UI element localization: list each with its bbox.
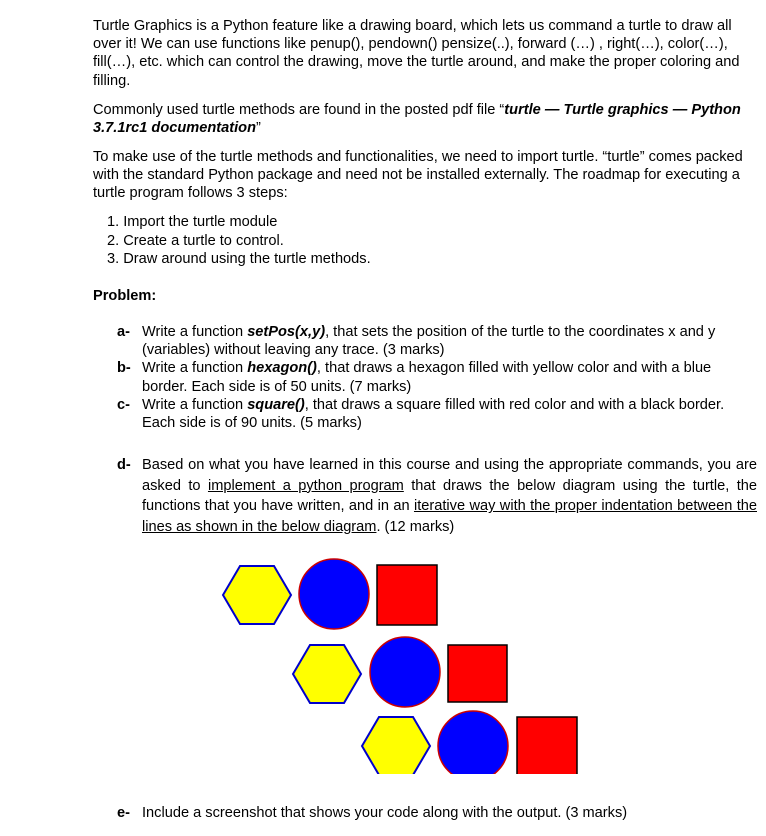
import-paragraph: To make use of the turtle methods and functionalities, we need to import turtle. “turtle” comes packed with the standard Python package and need not be installed externally. The roadmap for executing a turtle program follows 3 steps: bbox=[93, 149, 743, 202]
step-item: 3. Draw around using the turtle methods. bbox=[107, 251, 371, 267]
circle-shape bbox=[370, 637, 440, 707]
question-c bbox=[117, 396, 757, 432]
question-text: . (12 marks) bbox=[376, 518, 455, 535]
doc-ref-post: ” bbox=[256, 120, 261, 137]
question-letter: a- bbox=[117, 324, 130, 340]
underlined-text: iterative way with the proper indentation between the lines as shown in the below diagram bbox=[142, 498, 757, 535]
hexagon-shape bbox=[362, 717, 430, 774]
question-text: that draws the below diagram using the turtle, the functions that you have written, and in an bbox=[142, 477, 757, 515]
question-text: Write a function bbox=[142, 396, 248, 413]
doc-ref-title: turtle — Turtle graphics — Python 3.7.1rc1 documentation bbox=[93, 102, 741, 137]
square-shape bbox=[377, 565, 437, 625]
question-letter: b- bbox=[117, 360, 131, 377]
question-letter: d- bbox=[117, 457, 131, 473]
step-item: 1. Import the turtle module bbox=[107, 214, 278, 230]
steps-list bbox=[107, 213, 371, 269]
documentation-reference bbox=[93, 101, 749, 137]
turtle-diagram bbox=[215, 552, 595, 774]
question-text: , that draws a square filled with red color and with a black border. Each side is of 90 units. (5 marks) bbox=[142, 396, 725, 432]
question-list-e bbox=[117, 804, 757, 822]
question-text: , that sets the position of the turtle to the coordinates x and y (variables) without leaving any trace. (3 marks) bbox=[142, 324, 716, 359]
question-text: , that draws a hexagon filled with yellow color and with a blue border. Each side is of 50 units. (7 marks) bbox=[142, 360, 712, 395]
question-list-d bbox=[117, 455, 757, 537]
function-name: setPos(x,y) bbox=[247, 324, 326, 340]
function-name: hexagon() bbox=[247, 360, 317, 377]
question-text: Write a function bbox=[142, 360, 248, 377]
hexagon-shape bbox=[223, 566, 291, 624]
question-e bbox=[117, 804, 757, 822]
question-b bbox=[117, 359, 757, 395]
circle-shape bbox=[438, 711, 508, 774]
question-d bbox=[117, 455, 757, 537]
intro-paragraph: Turtle Graphics is a Python feature like a drawing board, which lets us command a turtle to draw all over it! We can use functions like penup(), pendown() pensize(..), forward (…) , right(…), color(…), fill(…), etc. which can control the drawing, move the turtle around, and make the proper coloring and filling. bbox=[93, 18, 740, 89]
circle-shape bbox=[299, 559, 369, 629]
step-item: 2. Create a turtle to control. bbox=[107, 232, 284, 249]
function-name: square() bbox=[247, 396, 305, 413]
question-text: Include a screenshot that shows your code along with the output. (3 marks) bbox=[142, 805, 628, 821]
question-list-abc bbox=[117, 323, 757, 432]
square-shape bbox=[517, 717, 577, 774]
question-text: Write a function bbox=[142, 324, 248, 340]
hexagon-shape bbox=[293, 645, 361, 703]
question-letter: e- bbox=[117, 805, 130, 821]
diagram-row-2 bbox=[293, 637, 507, 707]
problem-title: Problem: bbox=[93, 288, 157, 304]
square-shape bbox=[448, 645, 507, 702]
question-text: Based on what you have learned in this course and using the appropriate commands, you are asked to bbox=[142, 457, 757, 494]
diagram-row-1 bbox=[223, 559, 437, 629]
question-letter: c- bbox=[117, 396, 130, 413]
doc-ref-pre: Commonly used turtle methods are found in the posted pdf file “ bbox=[93, 102, 505, 118]
underlined-text: implement a python program bbox=[207, 477, 404, 494]
question-a bbox=[117, 323, 757, 359]
diagram-row-3 bbox=[362, 711, 577, 774]
